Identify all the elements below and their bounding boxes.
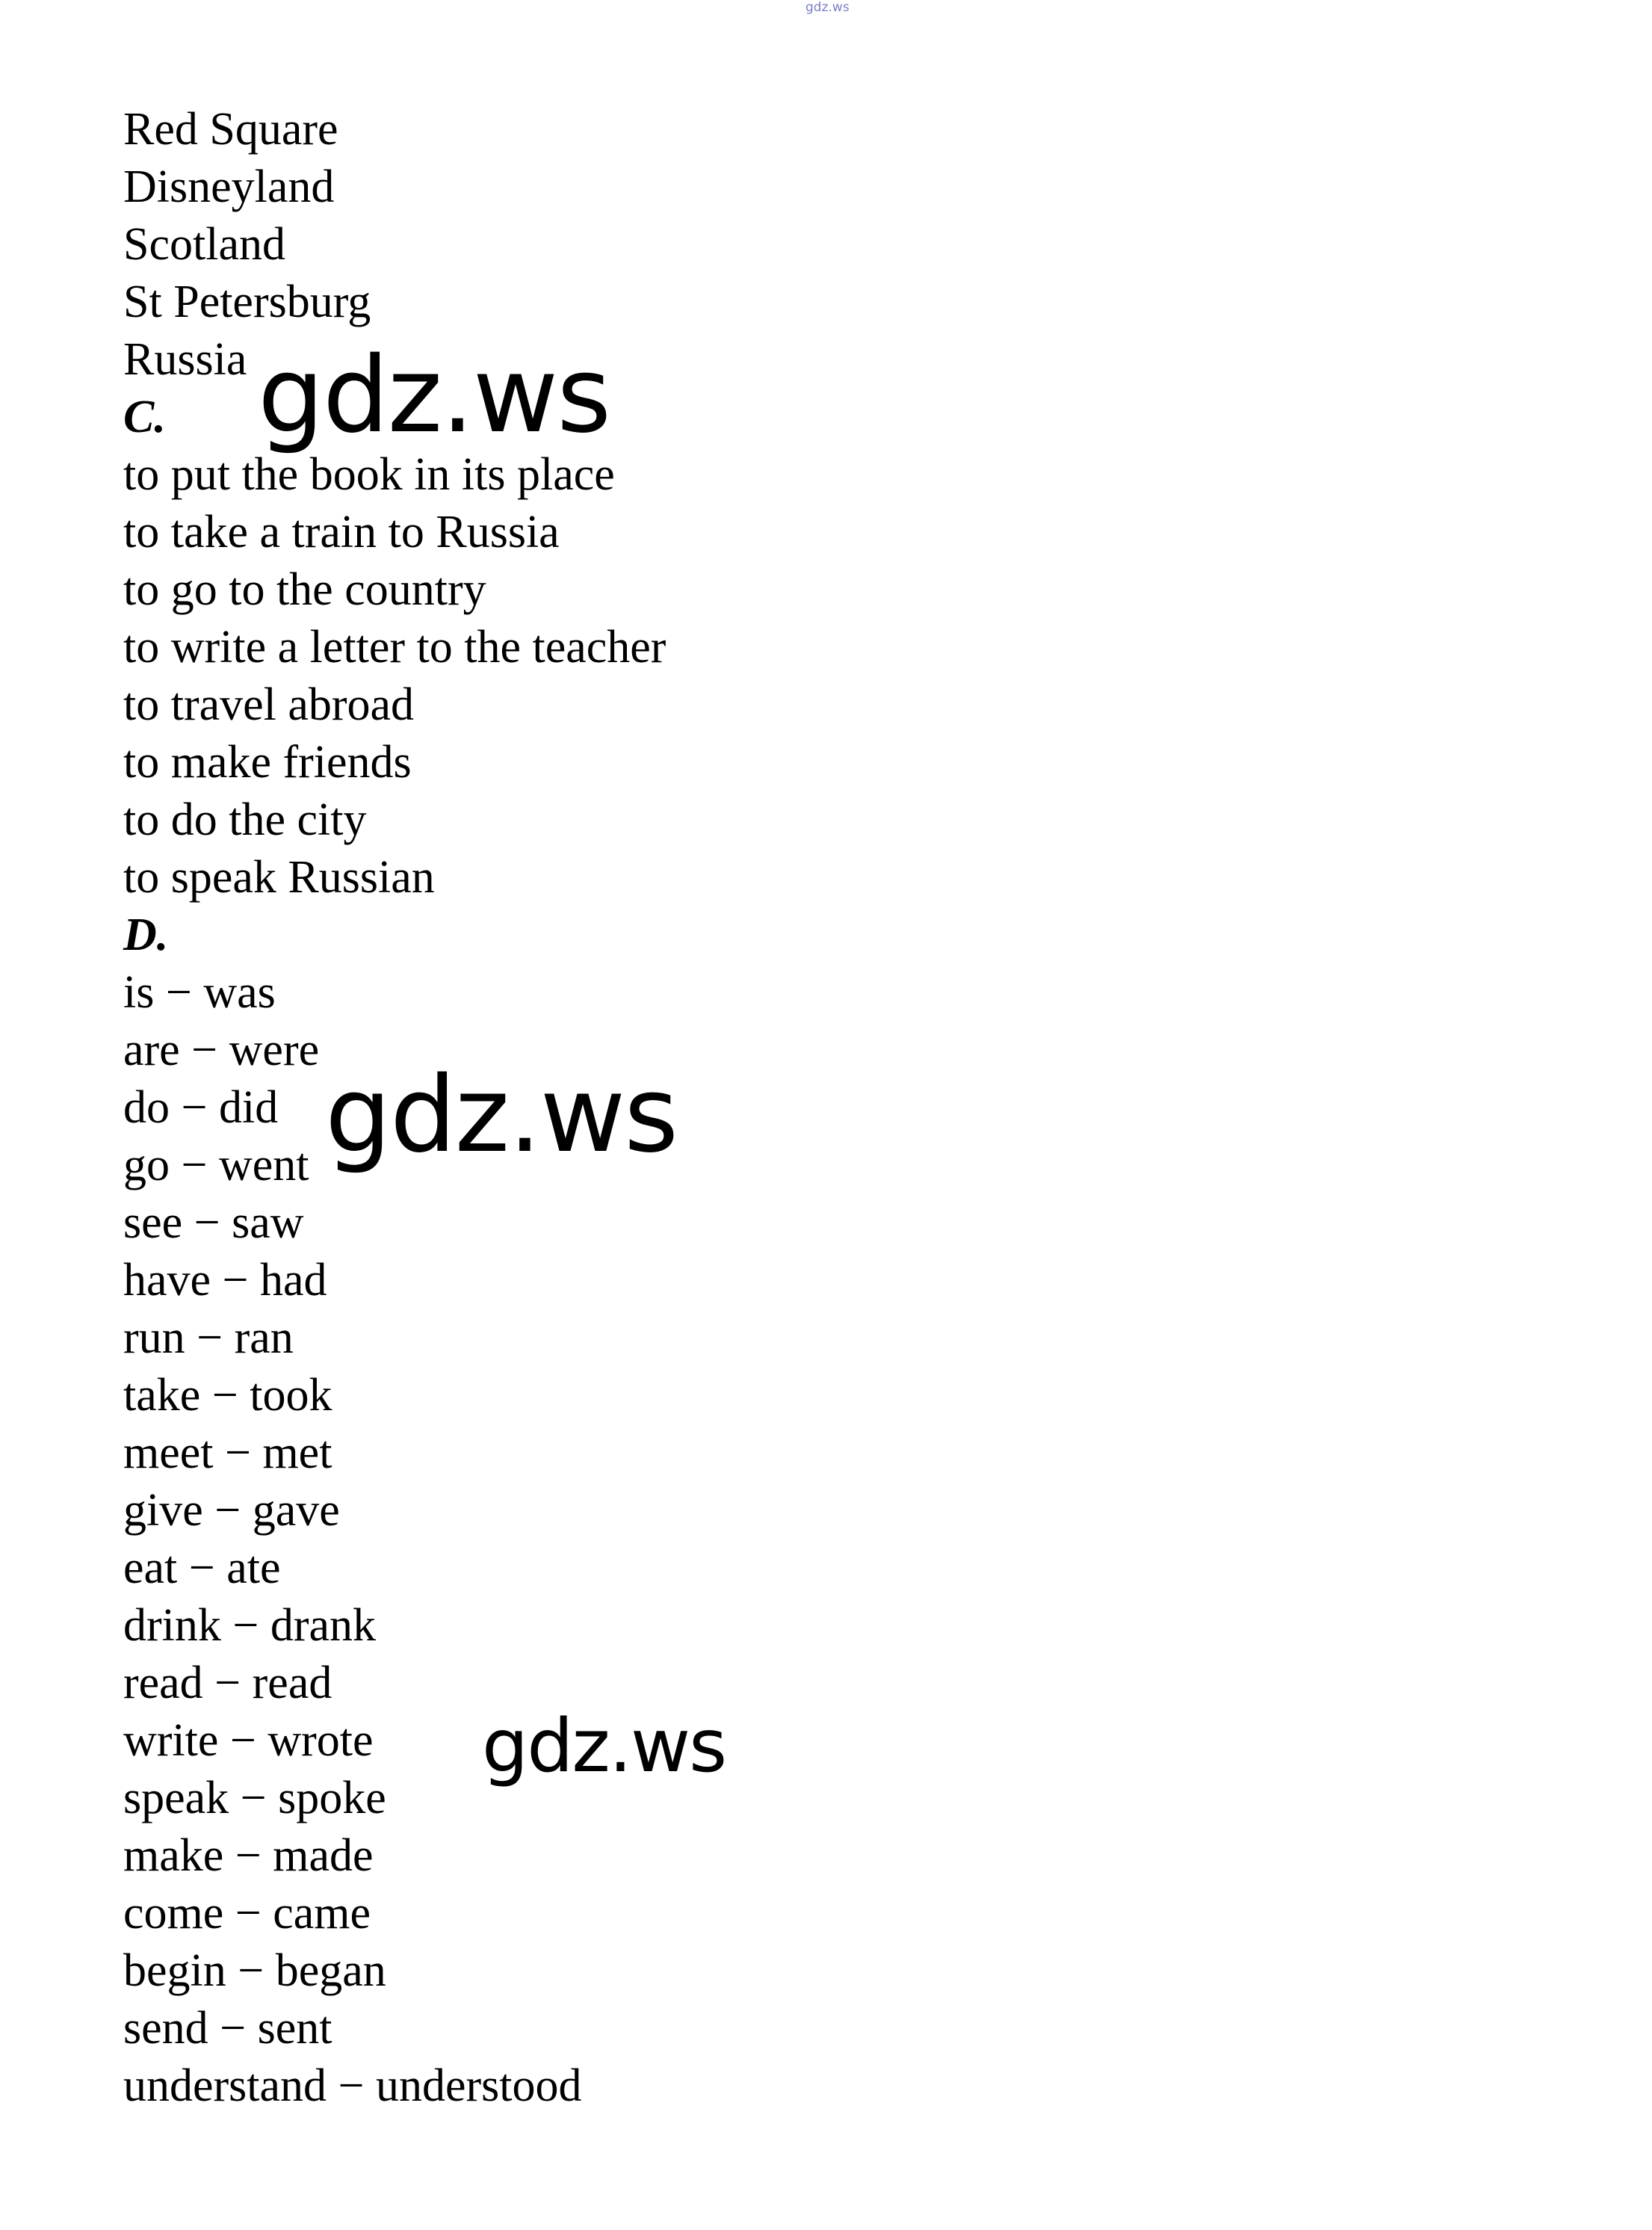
verb-form-item: send − sent — [123, 2003, 332, 2054]
verb-form-item: drink − drank — [123, 1600, 377, 1651]
verb-form-item: go − went — [123, 1140, 309, 1190]
place-item: St Petersburg — [123, 277, 371, 327]
verb-form-item: run − ran — [123, 1312, 294, 1363]
verb-form-item: understand − understood — [123, 2060, 582, 2111]
verb-form-item: speak − spoke — [123, 1773, 386, 1823]
phrase-item: to put the book in its place — [123, 449, 615, 500]
verb-form-item: do − did — [123, 1082, 279, 1133]
verb-form-item: give − gave — [123, 1485, 340, 1536]
phrase-item: to speak Russian — [123, 852, 435, 903]
phrase-item: to travel abroad — [123, 679, 415, 730]
verb-form-item: take − took — [123, 1370, 332, 1421]
place-item: Red Square — [123, 104, 338, 155]
verb-form-item: see − saw — [123, 1197, 304, 1248]
verb-form-item: write − wrote — [123, 1715, 374, 1766]
phrase-item: to take a train to Russia — [123, 507, 560, 558]
section-d-heading: D. — [123, 909, 169, 960]
phrase-item: to make friends — [123, 737, 412, 788]
verb-form-item: come − came — [123, 1888, 371, 1939]
watermark: gdz.ws — [325, 1054, 678, 1176]
verb-form-item: have − had — [123, 1255, 327, 1306]
place-item: Disneyland — [123, 161, 335, 212]
verb-form-item: begin − began — [123, 1945, 386, 1996]
phrase-item: to write a letter to the teacher — [123, 622, 666, 673]
phrase-item: to do the city — [123, 794, 367, 845]
phrase-item: to go to the country — [123, 564, 486, 615]
place-item: Scotland — [123, 219, 285, 270]
verb-form-item: read − read — [123, 1658, 332, 1708]
watermark: gdz.ws — [482, 1704, 726, 1789]
verb-form-item: meet − met — [123, 1427, 332, 1478]
verb-form-item: are − were — [123, 1025, 320, 1075]
verb-form-item: make − made — [123, 1830, 374, 1881]
watermark: gdz.ws — [258, 335, 610, 457]
section-c-heading: C. — [123, 392, 166, 442]
verb-form-item: eat − ate — [123, 1542, 281, 1593]
verb-form-item: is − was — [123, 967, 276, 1018]
header-watermark: gdz.ws — [805, 0, 850, 15]
place-item: Russia — [123, 334, 247, 385]
